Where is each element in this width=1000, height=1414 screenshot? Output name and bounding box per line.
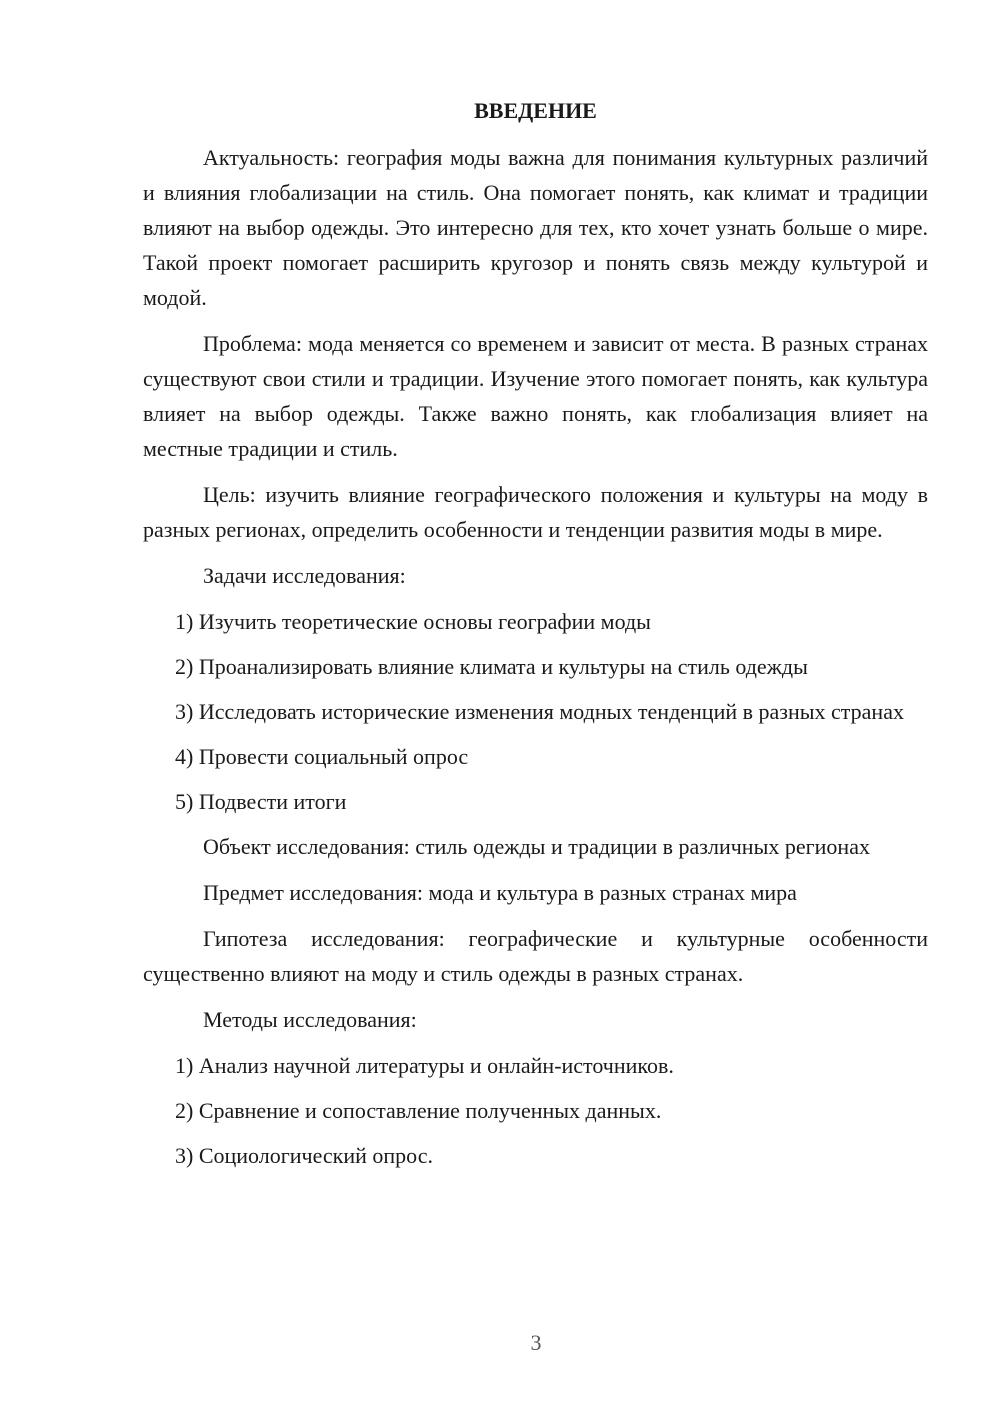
hypothesis-paragraph: Гипотеза исследования: географические и культурные особенности существенно влияют на моду и стиль одежды в разных странах. (143, 926, 928, 986)
task-item: 3) Исследовать исторические изменения модных тенденций в разных странах (175, 699, 904, 724)
object-paragraph: Объект исследования: стиль одежды и традиции в различных регионах (203, 834, 870, 859)
task-item: 5) Подвести итоги (175, 789, 347, 814)
methods-heading: Методы исследования: (203, 1007, 417, 1032)
document-page (143, 96, 928, 1183)
task-item: 1) Изучить теоретические основы географии моды (175, 609, 651, 634)
problem-paragraph: Проблема: мода меняется со временем и зависит от места. В разных странах существуют свои стили и традиции. Изучение этого помогает понять, как культура влияет на выбор одежды. Также важно понять, как глобализация влияет на местные традиции и стиль. (143, 331, 928, 461)
method-item: 3) Социологический опрос. (175, 1143, 433, 1168)
goal-paragraph: Цель: изучить влияние географического положения и культуры на моду в разных регионах, определить особенности и тенденции развития моды в мире. (143, 482, 928, 542)
task-item: 2) Проанализировать влияние климата и культуры на стиль одежды (175, 654, 808, 679)
tasks-heading: Задачи исследования: (203, 563, 406, 588)
subject-paragraph: Предмет исследования: мода и культура в разных странах мира (203, 880, 797, 905)
page-number: 3 (530, 1330, 542, 1355)
section-title: ВВЕДЕНИЕ (474, 98, 597, 123)
relevance-paragraph: Актуальность: география моды важна для понимания культурных различий и влияния глобализации на стиль. Она помогает понять, как климат и традиции влияют на выбор одежды. Это интересно для тех, кто хочет узнать больше о мире. Такой проект помогает расширить кругозор и понять связь между культурой и модой. (143, 145, 928, 310)
task-item: 4) Провести социальный опрос (175, 744, 469, 769)
method-item: 1) Анализ научной литературы и онлайн-источников. (175, 1053, 674, 1078)
method-item: 2) Сравнение и сопоставление полученных данных. (175, 1098, 662, 1123)
